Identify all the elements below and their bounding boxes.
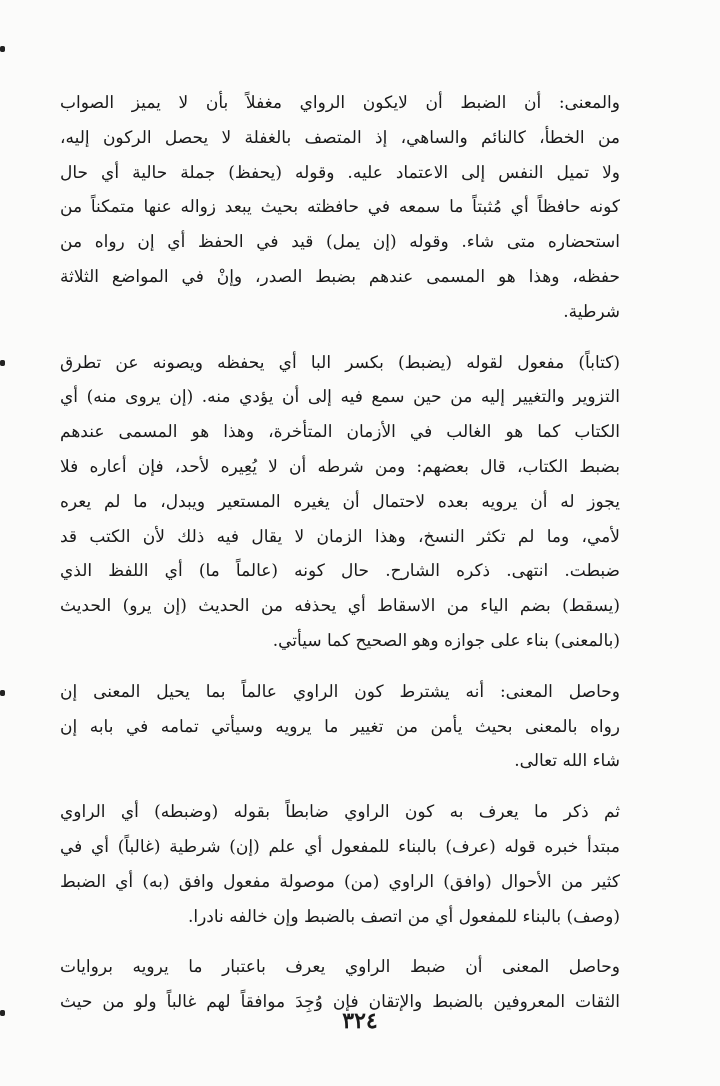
paragraph (60, 86, 620, 330)
text-line: لأمي، وما لم تكثر النسخ، وهذا الزمان لا يقال فيه ذلك لأن الكتب قد (60, 526, 620, 547)
text-line: استحضاره متى شاء. وقوله (إن يمل) قيد في الحفظ أي إن رواه من (60, 232, 620, 253)
text-line: شاء الله تعالى. (514, 751, 620, 772)
scan-mark (0, 690, 5, 696)
page-number: ٣٢٤ (342, 1008, 378, 1034)
text-line: التزوير والتغيير إليه من حين سمع فيه إلى أن يؤدي منه. (إن يروى منه) أي (60, 387, 620, 408)
text-line: وحاصل المعنى أن ضبط الراوي يعرف باعتبار ما يرويه بروايات (60, 957, 620, 978)
text-line: (بالمعنى) بناء على جوازه وهو الصحيح كما سيأتي. (272, 630, 620, 651)
text-line: شرطية. (563, 301, 620, 322)
scan-mark (0, 360, 5, 366)
text-line: ثم ذكر ما يعرف به كون الراوي ضابطاً بقوله (وضبطه) أي الراوي (60, 802, 620, 823)
text-line: يجوز له أن يرويه بعده لاحتمال أن يغيره المستعير ويبدل، ما لم يعره (60, 491, 620, 512)
paragraph (60, 346, 620, 659)
paragraph (60, 795, 620, 934)
text-line: كثير من الأحوال (وافق) الراوي (من) موصولة مفعول وافق (به) أي الضبط (60, 871, 620, 892)
scan-mark (0, 1010, 5, 1016)
text-line: بضبط الكتاب، قال بعضهم: ومن شرطه أن لا يُعِيره لأحد، فإن أعاره فلا (60, 456, 620, 477)
text-line: ولا تميل النفس إلى الاعتماد عليه. وقوله (يحفظ) جملة حالية أي حال (60, 162, 620, 183)
text-line: رواه بالمعنى بحيث يأمن من تغيير ما يرويه وسيأتي تمامه في بابه إن (60, 716, 620, 737)
text-line: حفظه، وهذا هو المسمى عندهم بضبط الصدر، وإنْ في المواضع الثلاثة (60, 266, 620, 287)
paragraph (60, 675, 620, 779)
text-line: مبتدأ خبره قوله (عرف) بالبناء للمفعول أي علم (إن) شرطية (غالباً) أي في (60, 836, 620, 857)
text-line: (يسقط) بضم الياء من الاسقاط أي يحذفه من الحديث (إن يرو) الحديث (60, 596, 620, 617)
text-line: من الخطأ، كالنائم والساهي، إذ المتصف بالغفلة لا يحصل الركون إليه، (60, 127, 620, 148)
text-line: (وصف) بالبناء للمفعول أي من اتصف بالضبط وإن خالفه نادرا. (187, 906, 620, 927)
text-line: الكتاب كما هو الغالب في الأزمان المتأخرة، وهذا هو المسمى عندهم (60, 422, 620, 443)
scan-mark (0, 46, 5, 52)
text-line: والمعنى: أن الضبط أن لايكون الرواي مغفلاً بأن لا يميز الصواب (60, 93, 620, 113)
page-body (60, 86, 620, 1020)
text-line: الثقات المعروفين بالضبط والإتقان فإن وُجِدَ موافقاً لهم غالباً ولو من حيث (60, 992, 620, 1013)
text-line: وحاصل المعنى: أنه يشترط كون الراوي عالماً بما يحيل المعنى إن (60, 681, 620, 702)
text-line: كونه حافظاً أي مُثبتاً ما سمعه في حافظته بحيث يبعد زواله عنها متمكناً من (60, 197, 620, 218)
text-line: ضبطت. انتهى. ذكره الشارح. حال كونه (عالماً ما) أي اللفظ الذي (60, 561, 620, 582)
text-line: (كتاباً) مفعول لقوله (يضبط) بكسر البا أي يحفظه ويصونه عن تطرق (60, 352, 620, 373)
